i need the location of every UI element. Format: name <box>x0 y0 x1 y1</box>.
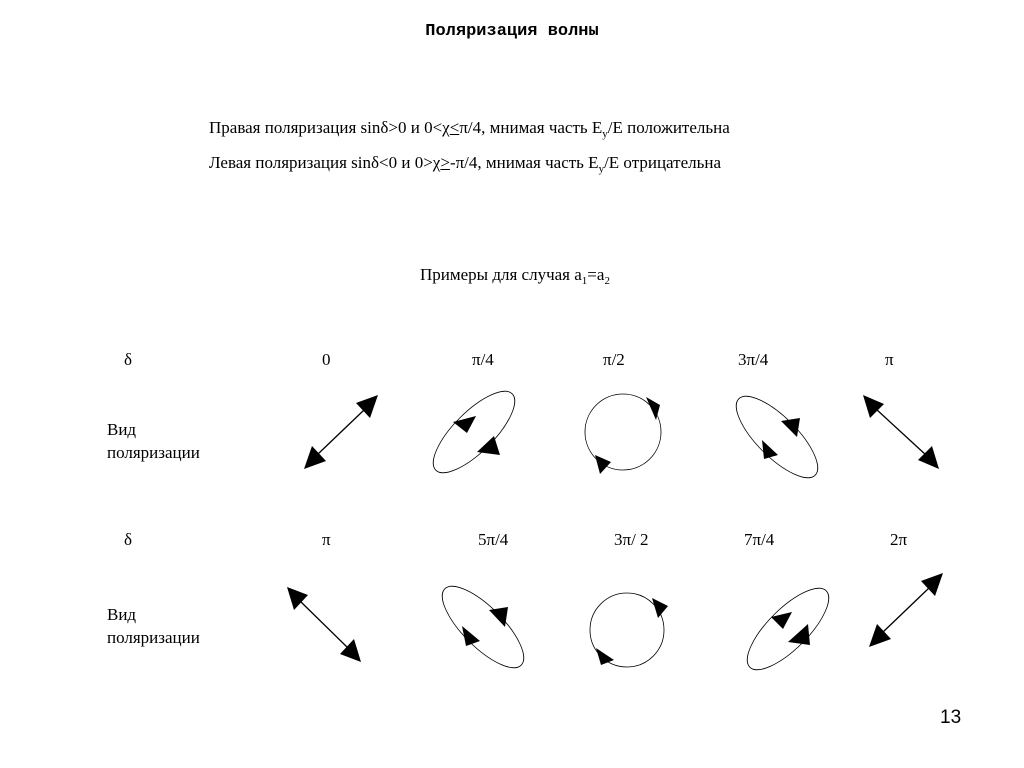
right-pol-pre: Правая поляризация sinδ>0 и 0<χ <box>209 118 450 137</box>
row2-vid-line2: поляризации <box>107 628 200 647</box>
row1-value-1: π/4 <box>472 350 494 369</box>
row2-value-1: 5π/4 <box>478 530 509 549</box>
left-pol-mid: -π/4, мнимая часть E <box>449 153 599 172</box>
pol-row2-linear-2pi <box>869 573 943 647</box>
row2-value-2: 3π/ 2 <box>614 530 649 549</box>
pol-row1-ellipse-3pi4 <box>725 385 830 490</box>
right-pol-le: < <box>449 118 460 137</box>
row1-vid-line2: поляризации <box>107 443 200 462</box>
pol-row2-linear-pi <box>287 587 361 662</box>
page-number: 13 <box>940 707 962 728</box>
left-pol-ge: > <box>440 153 450 172</box>
examples-pre: Примеры для случая a <box>420 265 582 284</box>
left-pol-pre: Левая поляризация sinδ<0 и 0>χ <box>209 153 441 172</box>
pol-row2-ellipse-7pi4 <box>736 577 841 682</box>
right-pol-mid: π/4, мнимая часть E <box>459 118 603 137</box>
row2-vid-line1: Вид <box>107 605 137 624</box>
pol-row1-linear-0 <box>304 395 378 469</box>
examples-sub1: 1 <box>581 275 588 287</box>
right-pol-post: /E положительна <box>607 118 730 137</box>
pol-row1-circle-pi2 <box>585 394 661 474</box>
examples-eq: =a <box>587 265 605 284</box>
row1-delta-label: δ <box>124 350 133 369</box>
row2-delta-label: δ <box>124 530 133 549</box>
slide-title: Поляризация волны <box>425 22 599 41</box>
row2-value-4: 2π <box>890 530 908 549</box>
pol-row1-ellipse-pi4 <box>422 380 527 485</box>
examples-sub2: 2 <box>604 275 610 287</box>
row1-value-3: 3π/4 <box>738 350 769 369</box>
row2-value-3: 7π/4 <box>744 530 775 549</box>
row1-vid-line1: Вид <box>107 420 137 439</box>
right-pol-sub: y <box>602 128 608 140</box>
pol-row2-circle-3pi2 <box>590 593 668 667</box>
row1-value-0: 0 <box>322 350 331 369</box>
pol-row2-ellipse-5pi4 <box>431 575 536 680</box>
row2-value-0: π <box>322 530 331 549</box>
row1-value-4: π <box>885 350 894 369</box>
left-pol-sub: y <box>598 163 605 175</box>
row1-value-2: π/2 <box>603 350 625 369</box>
pol-row1-linear-pi <box>863 395 939 469</box>
left-pol-post: /E отрицательна <box>604 153 722 172</box>
